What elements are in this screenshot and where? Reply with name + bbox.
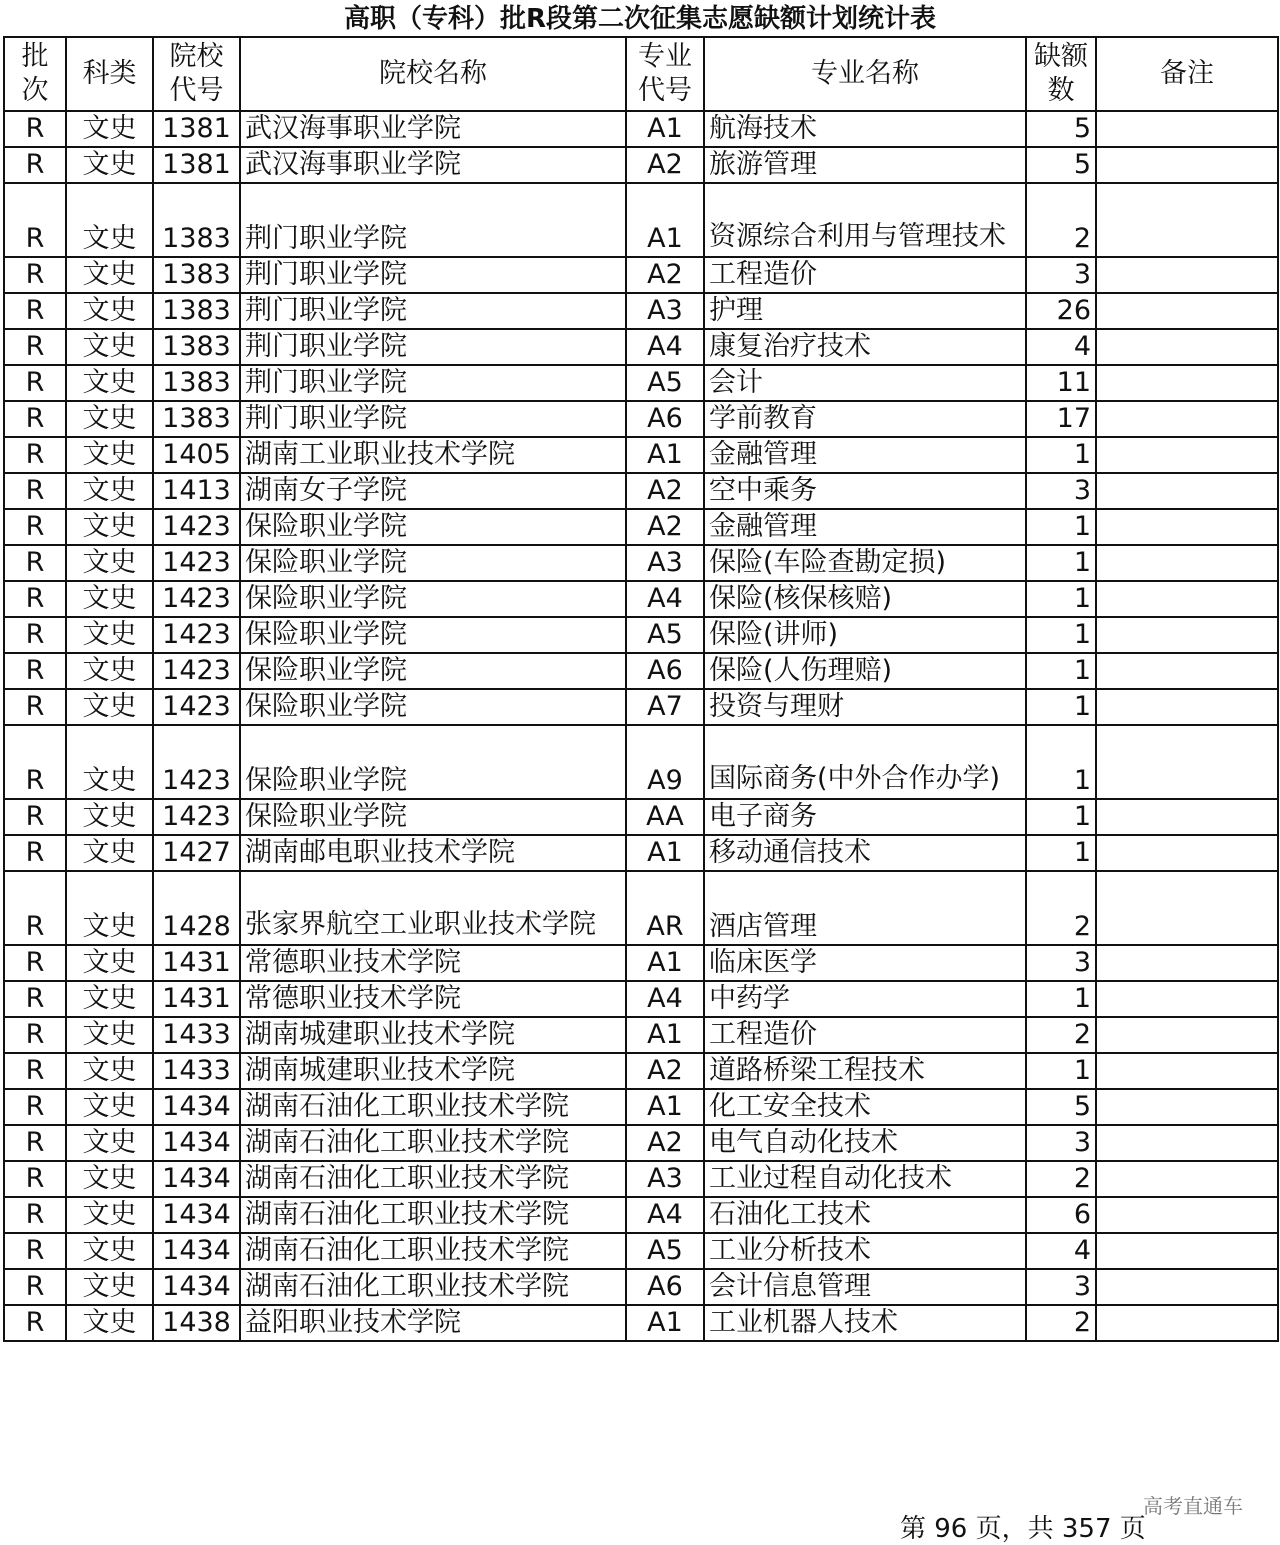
cell-major-code: A3 — [626, 1161, 704, 1197]
cell-major-name: 学前教育 — [704, 401, 1026, 437]
cell-category: 文史 — [66, 545, 153, 581]
cell-school-name: 荆门职业学院 — [240, 329, 626, 365]
cell-category: 文史 — [66, 1233, 153, 1269]
cell-notes — [1096, 111, 1278, 147]
cell-school-name: 湖南石油化工职业技术学院 — [240, 1161, 626, 1197]
cell-batch: R — [4, 183, 66, 257]
cell-major-name: 金融管理 — [704, 437, 1026, 473]
cell-major-name: 投资与理财 — [704, 689, 1026, 725]
cell-notes — [1096, 147, 1278, 183]
cell-notes — [1096, 689, 1278, 725]
header-notes: 备注 — [1096, 37, 1278, 111]
cell-notes — [1096, 1161, 1278, 1197]
cell-notes — [1096, 1089, 1278, 1125]
cell-major-name: 电子商务 — [704, 799, 1026, 835]
cell-batch: R — [4, 401, 66, 437]
cell-notes — [1096, 293, 1278, 329]
cell-school-name: 荆门职业学院 — [240, 257, 626, 293]
cell-school-code: 1423 — [153, 545, 240, 581]
cell-category: 文史 — [66, 1161, 153, 1197]
cell-major-name: 工业过程自动化技术 — [704, 1161, 1026, 1197]
cell-vacancies: 2 — [1026, 1305, 1096, 1341]
cell-school-name: 湖南石油化工职业技术学院 — [240, 1233, 626, 1269]
cell-school-code: 1431 — [153, 981, 240, 1017]
cell-major-code: AR — [626, 871, 704, 945]
table-row — [4, 581, 1278, 617]
cell-major-code: A6 — [626, 401, 704, 437]
cell-notes — [1096, 1305, 1278, 1341]
cell-major-name: 康复治疗技术 — [704, 329, 1026, 365]
cell-school-code: 1381 — [153, 111, 240, 147]
cell-major-name: 金融管理 — [704, 509, 1026, 545]
cell-category: 文史 — [66, 653, 153, 689]
cell-school-name: 保险职业学院 — [240, 689, 626, 725]
cell-school-name: 常德职业技术学院 — [240, 945, 626, 981]
cell-vacancies: 2 — [1026, 1161, 1096, 1197]
cell-school-name: 保险职业学院 — [240, 581, 626, 617]
cell-batch: R — [4, 257, 66, 293]
header-row — [4, 37, 1278, 111]
cell-major-code: A2 — [626, 1125, 704, 1161]
cell-batch: R — [4, 653, 66, 689]
cell-vacancies: 3 — [1026, 1269, 1096, 1305]
cell-batch: R — [4, 1017, 66, 1053]
table-row — [4, 509, 1278, 545]
cell-notes — [1096, 835, 1278, 871]
cell-vacancies: 2 — [1026, 1017, 1096, 1053]
table-row — [4, 1269, 1278, 1305]
watermark: 高考直通车 — [1143, 1494, 1243, 1518]
cell-school-code: 1383 — [153, 401, 240, 437]
cell-major-code: A7 — [626, 689, 704, 725]
cell-major-name: 旅游管理 — [704, 147, 1026, 183]
cell-school-name: 湖南工业职业技术学院 — [240, 437, 626, 473]
cell-category: 文史 — [66, 111, 153, 147]
cell-vacancies: 1 — [1026, 545, 1096, 581]
cell-major-name: 会计信息管理 — [704, 1269, 1026, 1305]
cell-major-code: A2 — [626, 257, 704, 293]
table-row — [4, 147, 1278, 183]
cell-notes — [1096, 581, 1278, 617]
header-school-code: 院校代号 — [153, 37, 240, 111]
cell-school-code: 1427 — [153, 835, 240, 871]
cell-category: 文史 — [66, 799, 153, 835]
cell-school-code: 1383 — [153, 183, 240, 257]
cell-school-code: 1383 — [153, 365, 240, 401]
cell-school-name: 保险职业学院 — [240, 799, 626, 835]
cell-major-name: 中药学 — [704, 981, 1026, 1017]
cell-category: 文史 — [66, 401, 153, 437]
cell-notes — [1096, 473, 1278, 509]
cell-batch: R — [4, 1089, 66, 1125]
cell-vacancies: 1 — [1026, 835, 1096, 871]
cell-major-code: AA — [626, 799, 704, 835]
cell-notes — [1096, 981, 1278, 1017]
cell-school-name: 荆门职业学院 — [240, 183, 626, 257]
cell-major-code: A4 — [626, 581, 704, 617]
cell-major-code: A3 — [626, 545, 704, 581]
cell-major-code: A6 — [626, 1269, 704, 1305]
cell-vacancies: 1 — [1026, 437, 1096, 473]
table-row — [4, 293, 1278, 329]
cell-school-code: 1423 — [153, 617, 240, 653]
cell-category: 文史 — [66, 1017, 153, 1053]
table-row — [4, 981, 1278, 1017]
cell-major-name: 国际商务(中外合作办学) — [704, 725, 1026, 799]
cell-school-name: 湖南石油化工职业技术学院 — [240, 1089, 626, 1125]
cell-vacancies: 1 — [1026, 799, 1096, 835]
cell-category: 文史 — [66, 1089, 153, 1125]
cell-major-name: 会计 — [704, 365, 1026, 401]
cell-major-name: 保险(人伤理赔) — [704, 653, 1026, 689]
cell-batch: R — [4, 293, 66, 329]
cell-batch: R — [4, 1161, 66, 1197]
cell-batch: R — [4, 1125, 66, 1161]
cell-vacancies: 1 — [1026, 617, 1096, 653]
cell-school-code: 1431 — [153, 945, 240, 981]
cell-vacancies: 1 — [1026, 1053, 1096, 1089]
cell-school-code: 1434 — [153, 1125, 240, 1161]
header-school-name: 院校名称 — [240, 37, 626, 111]
cell-batch: R — [4, 329, 66, 365]
cell-category: 文史 — [66, 617, 153, 653]
cell-major-name: 航海技术 — [704, 111, 1026, 147]
table-row — [4, 329, 1278, 365]
table-row — [4, 1017, 1278, 1053]
cell-batch: R — [4, 835, 66, 871]
cell-school-code: 1381 — [153, 147, 240, 183]
cell-batch: R — [4, 473, 66, 509]
cell-batch: R — [4, 981, 66, 1017]
cell-school-name: 湖南邮电职业技术学院 — [240, 835, 626, 871]
cell-major-name: 工程造价 — [704, 1017, 1026, 1053]
cell-school-code: 1423 — [153, 509, 240, 545]
cell-notes — [1096, 183, 1278, 257]
cell-category: 文史 — [66, 945, 153, 981]
table-row — [4, 1305, 1278, 1341]
cell-school-code: 1405 — [153, 437, 240, 473]
cell-vacancies: 1 — [1026, 581, 1096, 617]
table-row — [4, 653, 1278, 689]
cell-major-name: 石油化工技术 — [704, 1197, 1026, 1233]
cell-school-name: 保险职业学院 — [240, 617, 626, 653]
cell-major-code: A5 — [626, 1233, 704, 1269]
cell-school-name: 保险职业学院 — [240, 725, 626, 799]
cell-vacancies: 1 — [1026, 689, 1096, 725]
cell-major-code: A2 — [626, 509, 704, 545]
table-row — [4, 257, 1278, 293]
cell-major-code: A4 — [626, 1197, 704, 1233]
page-number: 第 96 页，共 357 页 — [900, 1514, 1146, 1544]
cell-notes — [1096, 329, 1278, 365]
cell-vacancies: 5 — [1026, 147, 1096, 183]
cell-school-name: 武汉海事职业学院 — [240, 147, 626, 183]
cell-school-code: 1383 — [153, 329, 240, 365]
cell-category: 文史 — [66, 147, 153, 183]
cell-vacancies: 26 — [1026, 293, 1096, 329]
vacancy-table — [3, 36, 1279, 1342]
cell-batch: R — [4, 689, 66, 725]
cell-school-code: 1434 — [153, 1197, 240, 1233]
cell-batch: R — [4, 545, 66, 581]
cell-notes — [1096, 725, 1278, 799]
cell-notes — [1096, 1269, 1278, 1305]
cell-batch: R — [4, 509, 66, 545]
cell-batch: R — [4, 147, 66, 183]
cell-major-code: A6 — [626, 653, 704, 689]
cell-batch: R — [4, 1197, 66, 1233]
table-row — [4, 617, 1278, 653]
cell-batch: R — [4, 871, 66, 945]
cell-notes — [1096, 945, 1278, 981]
cell-school-name: 湖南石油化工职业技术学院 — [240, 1197, 626, 1233]
table-row — [4, 1197, 1278, 1233]
table-row — [4, 835, 1278, 871]
cell-batch: R — [4, 1305, 66, 1341]
cell-major-name: 工程造价 — [704, 257, 1026, 293]
table-row — [4, 183, 1278, 257]
cell-category: 文史 — [66, 1197, 153, 1233]
cell-school-name: 湖南城建职业技术学院 — [240, 1017, 626, 1053]
cell-school-code: 1434 — [153, 1161, 240, 1197]
cell-school-code: 1383 — [153, 257, 240, 293]
cell-vacancies: 17 — [1026, 401, 1096, 437]
cell-category: 文史 — [66, 1269, 153, 1305]
cell-category: 文史 — [66, 365, 153, 401]
cell-school-code: 1433 — [153, 1053, 240, 1089]
header-vacancies: 缺额数 — [1026, 37, 1096, 111]
cell-school-code: 1383 — [153, 293, 240, 329]
table-row — [4, 1233, 1278, 1269]
table-row — [4, 871, 1278, 945]
cell-vacancies: 5 — [1026, 111, 1096, 147]
cell-category: 文史 — [66, 509, 153, 545]
cell-major-name: 保险(核保核赔) — [704, 581, 1026, 617]
cell-major-code: A5 — [626, 617, 704, 653]
table-row — [4, 1053, 1278, 1089]
cell-category: 文史 — [66, 871, 153, 945]
cell-major-code: A1 — [626, 945, 704, 981]
cell-school-code: 1423 — [153, 725, 240, 799]
cell-category: 文史 — [66, 473, 153, 509]
cell-school-code: 1433 — [153, 1017, 240, 1053]
cell-notes — [1096, 617, 1278, 653]
cell-vacancies: 3 — [1026, 473, 1096, 509]
cell-category: 文史 — [66, 689, 153, 725]
cell-school-code: 1423 — [153, 653, 240, 689]
cell-category: 文史 — [66, 835, 153, 871]
cell-notes — [1096, 1053, 1278, 1089]
cell-school-code: 1423 — [153, 799, 240, 835]
cell-major-code: A1 — [626, 437, 704, 473]
table-row — [4, 365, 1278, 401]
table-row — [4, 473, 1278, 509]
cell-school-name: 武汉海事职业学院 — [240, 111, 626, 147]
cell-vacancies: 2 — [1026, 871, 1096, 945]
cell-major-name: 移动通信技术 — [704, 835, 1026, 871]
cell-major-code: A2 — [626, 473, 704, 509]
cell-vacancies: 4 — [1026, 329, 1096, 365]
cell-major-code: A2 — [626, 1053, 704, 1089]
cell-vacancies: 6 — [1026, 1197, 1096, 1233]
cell-notes — [1096, 1017, 1278, 1053]
cell-category: 文史 — [66, 1125, 153, 1161]
cell-notes — [1096, 1233, 1278, 1269]
cell-major-code: A3 — [626, 293, 704, 329]
cell-batch: R — [4, 437, 66, 473]
cell-school-code: 1423 — [153, 689, 240, 725]
cell-notes — [1096, 401, 1278, 437]
cell-notes — [1096, 653, 1278, 689]
cell-major-name: 道路桥梁工程技术 — [704, 1053, 1026, 1089]
cell-notes — [1096, 799, 1278, 835]
cell-school-name: 荆门职业学院 — [240, 401, 626, 437]
cell-major-name: 临床医学 — [704, 945, 1026, 981]
cell-notes — [1096, 545, 1278, 581]
cell-major-name: 酒店管理 — [704, 871, 1026, 945]
cell-vacancies: 3 — [1026, 1125, 1096, 1161]
header-major-name: 专业名称 — [704, 37, 1026, 111]
cell-notes — [1096, 257, 1278, 293]
cell-school-name: 保险职业学院 — [240, 653, 626, 689]
cell-school-name: 张家界航空工业职业技术学院 — [240, 871, 626, 945]
cell-school-name: 荆门职业学院 — [240, 365, 626, 401]
cell-school-code: 1434 — [153, 1269, 240, 1305]
cell-major-name: 保险(车险查勘定损) — [704, 545, 1026, 581]
cell-major-code: A9 — [626, 725, 704, 799]
cell-school-name: 保险职业学院 — [240, 545, 626, 581]
cell-notes — [1096, 871, 1278, 945]
cell-vacancies: 1 — [1026, 509, 1096, 545]
cell-batch: R — [4, 725, 66, 799]
table-row — [4, 111, 1278, 147]
cell-major-name: 工业分析技术 — [704, 1233, 1026, 1269]
cell-school-name: 湖南女子学院 — [240, 473, 626, 509]
cell-school-name: 湖南石油化工职业技术学院 — [240, 1269, 626, 1305]
table-row — [4, 799, 1278, 835]
cell-major-name: 电气自动化技术 — [704, 1125, 1026, 1161]
table-row — [4, 437, 1278, 473]
cell-notes — [1096, 509, 1278, 545]
table-row — [4, 1125, 1278, 1161]
table-row — [4, 689, 1278, 725]
cell-major-name: 保险(讲师) — [704, 617, 1026, 653]
cell-category: 文史 — [66, 1305, 153, 1341]
table-row — [4, 725, 1278, 799]
cell-school-code: 1428 — [153, 871, 240, 945]
cell-batch: R — [4, 945, 66, 981]
cell-category: 文史 — [66, 581, 153, 617]
table-row — [4, 545, 1278, 581]
cell-school-name: 荆门职业学院 — [240, 293, 626, 329]
cell-major-code: A1 — [626, 835, 704, 871]
cell-batch: R — [4, 1269, 66, 1305]
cell-major-name: 化工安全技术 — [704, 1089, 1026, 1125]
cell-batch: R — [4, 799, 66, 835]
cell-school-code: 1413 — [153, 473, 240, 509]
cell-major-code: A4 — [626, 981, 704, 1017]
cell-category: 文史 — [66, 257, 153, 293]
cell-major-code: A1 — [626, 183, 704, 257]
cell-batch: R — [4, 111, 66, 147]
cell-major-name: 护理 — [704, 293, 1026, 329]
cell-batch: R — [4, 581, 66, 617]
table-row — [4, 1161, 1278, 1197]
cell-vacancies: 1 — [1026, 653, 1096, 689]
cell-category: 文史 — [66, 437, 153, 473]
cell-category: 文史 — [66, 1053, 153, 1089]
header-major-code: 专业代号 — [626, 37, 704, 111]
cell-vacancies: 3 — [1026, 945, 1096, 981]
cell-vacancies: 1 — [1026, 981, 1096, 1017]
cell-major-code: A1 — [626, 1305, 704, 1341]
cell-school-code: 1434 — [153, 1089, 240, 1125]
cell-category: 文史 — [66, 293, 153, 329]
cell-vacancies: 11 — [1026, 365, 1096, 401]
cell-school-name: 保险职业学院 — [240, 509, 626, 545]
cell-major-code: A1 — [626, 1017, 704, 1053]
cell-vacancies: 2 — [1026, 183, 1096, 257]
cell-major-name: 空中乘务 — [704, 473, 1026, 509]
cell-major-code: A1 — [626, 1089, 704, 1125]
cell-batch: R — [4, 1233, 66, 1269]
table-row — [4, 945, 1278, 981]
cell-major-name: 资源综合利用与管理技术 — [704, 183, 1026, 257]
header-category: 科类 — [66, 37, 153, 111]
cell-major-name: 工业机器人技术 — [704, 1305, 1026, 1341]
cell-vacancies: 1 — [1026, 725, 1096, 799]
cell-school-code: 1434 — [153, 1233, 240, 1269]
cell-notes — [1096, 1197, 1278, 1233]
cell-major-code: A1 — [626, 111, 704, 147]
cell-vacancies: 5 — [1026, 1089, 1096, 1125]
cell-category: 文史 — [66, 183, 153, 257]
cell-category: 文史 — [66, 725, 153, 799]
table-row — [4, 401, 1278, 437]
cell-school-code: 1438 — [153, 1305, 240, 1341]
cell-vacancies: 4 — [1026, 1233, 1096, 1269]
cell-school-name: 益阳职业技术学院 — [240, 1305, 626, 1341]
cell-school-name: 湖南石油化工职业技术学院 — [240, 1125, 626, 1161]
cell-major-code: A2 — [626, 147, 704, 183]
table-row — [4, 1089, 1278, 1125]
cell-category: 文史 — [66, 981, 153, 1017]
cell-notes — [1096, 437, 1278, 473]
cell-school-name: 湖南城建职业技术学院 — [240, 1053, 626, 1089]
cell-batch: R — [4, 617, 66, 653]
cell-school-code: 1423 — [153, 581, 240, 617]
page-title: 高职（专科）批R段第二次征集志愿缺额计划统计表 — [343, 4, 937, 34]
header-batch: 批次 — [4, 37, 66, 111]
cell-batch: R — [4, 365, 66, 401]
cell-vacancies: 3 — [1026, 257, 1096, 293]
cell-school-name: 常德职业技术学院 — [240, 981, 626, 1017]
cell-batch: R — [4, 1053, 66, 1089]
cell-category: 文史 — [66, 329, 153, 365]
cell-major-code: A4 — [626, 329, 704, 365]
cell-notes — [1096, 365, 1278, 401]
cell-major-code: A5 — [626, 365, 704, 401]
cell-notes — [1096, 1125, 1278, 1161]
